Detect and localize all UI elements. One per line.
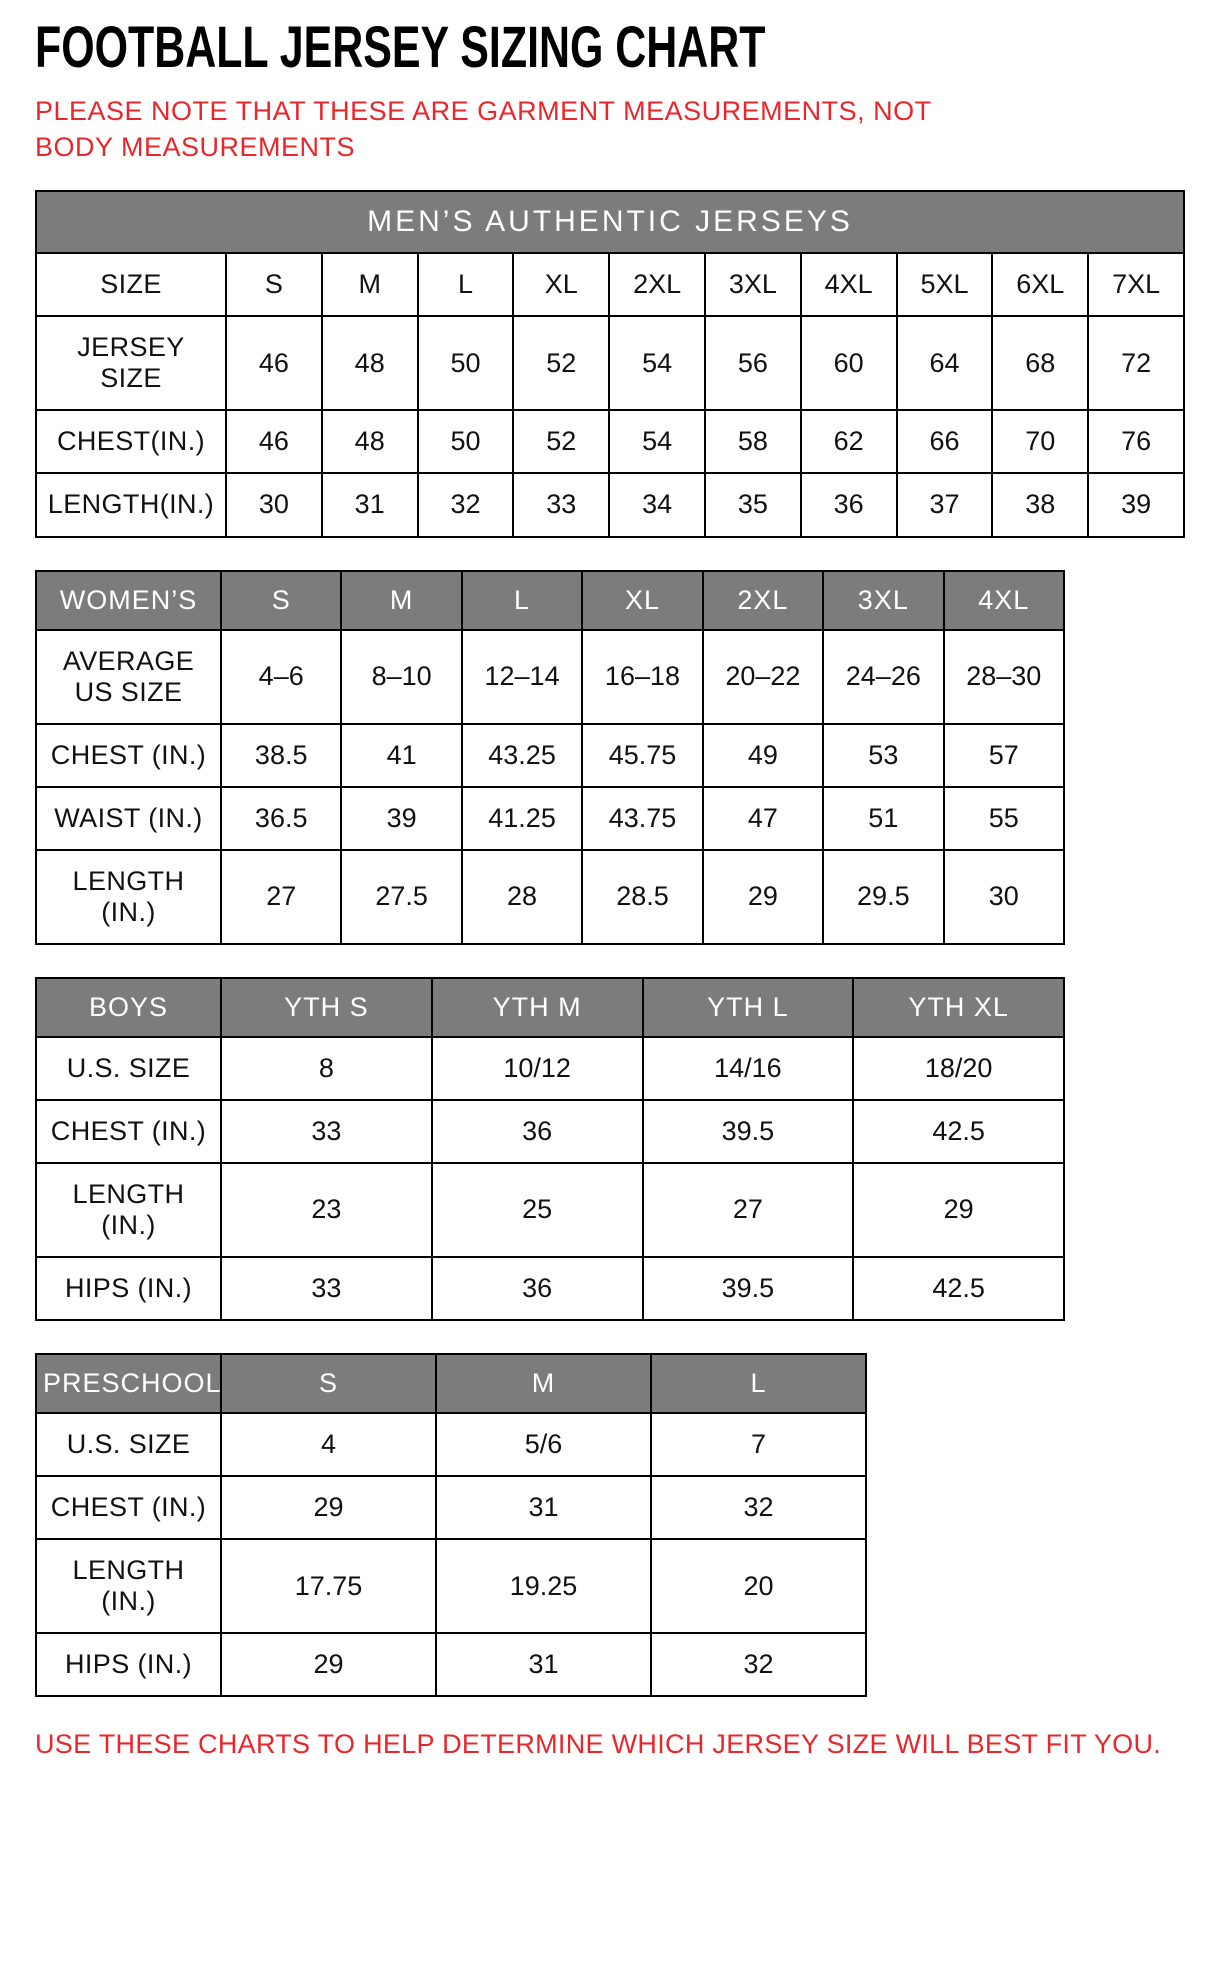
boys-header-cell-1: YTH S <box>221 978 432 1037</box>
value-cell: 76 <box>1088 410 1184 473</box>
value-cell: 31 <box>322 473 418 536</box>
womens-header-cell-6: 3XL <box>823 571 943 630</box>
value-cell: 2XL <box>609 253 705 316</box>
value-cell: 42.5 <box>853 1257 1064 1320</box>
value-cell: 4 <box>221 1413 436 1476</box>
value-cell: 39.5 <box>643 1100 854 1163</box>
value-cell: 36 <box>432 1100 643 1163</box>
boys-row-1 <box>36 1100 1064 1163</box>
value-cell: 5XL <box>897 253 993 316</box>
value-cell: 56 <box>705 316 801 410</box>
value-cell: 55 <box>944 787 1064 850</box>
value-cell: 7 <box>651 1413 866 1476</box>
preschool-header-cell-2: M <box>436 1354 651 1413</box>
boys-size-table <box>35 977 1065 1321</box>
row-label: HIPS (IN.) <box>36 1633 221 1696</box>
mens-size-table <box>35 190 1185 538</box>
value-cell: 28.5 <box>582 850 702 944</box>
value-cell: 12–14 <box>462 630 582 724</box>
value-cell: 54 <box>609 316 705 410</box>
boys-row-3 <box>36 1257 1064 1320</box>
value-cell: L <box>418 253 514 316</box>
value-cell: 39 <box>341 787 461 850</box>
value-cell: 29 <box>221 1476 436 1539</box>
value-cell: 70 <box>992 410 1088 473</box>
row-label: U.S. SIZE <box>36 1413 221 1476</box>
value-cell: 29 <box>703 850 823 944</box>
row-label: WAIST (IN.) <box>36 787 221 850</box>
womens-row-0 <box>36 630 1064 724</box>
value-cell: 29.5 <box>823 850 943 944</box>
row-label: HIPS (IN.) <box>36 1257 221 1320</box>
row-label: AVERAGE US SIZE <box>36 630 221 724</box>
value-cell: 72 <box>1088 316 1184 410</box>
value-cell: 25 <box>432 1163 643 1257</box>
womens-header-row <box>36 571 1064 630</box>
womens-header-cell-7: 4XL <box>944 571 1064 630</box>
value-cell: 60 <box>801 316 897 410</box>
value-cell: 36.5 <box>221 787 341 850</box>
mens-row-2 <box>36 410 1184 473</box>
value-cell: 14/16 <box>643 1037 854 1100</box>
value-cell: 28–30 <box>944 630 1064 724</box>
value-cell: S <box>226 253 322 316</box>
womens-header-cell-2: M <box>341 571 461 630</box>
row-label: CHEST(IN.) <box>36 410 226 473</box>
value-cell: 28 <box>462 850 582 944</box>
boys-header-cell-4: YTH XL <box>853 978 1064 1037</box>
mens-row-0 <box>36 253 1184 316</box>
value-cell: 27.5 <box>341 850 461 944</box>
value-cell: 41 <box>341 724 461 787</box>
row-label: LENGTH (IN.) <box>36 1539 221 1633</box>
value-cell: 29 <box>221 1633 436 1696</box>
row-label: SIZE <box>36 253 226 316</box>
preschool-header-row <box>36 1354 866 1413</box>
row-label: JERSEY SIZE <box>36 316 226 410</box>
value-cell: 33 <box>513 473 609 536</box>
value-cell: 50 <box>418 410 514 473</box>
mens-row-3 <box>36 473 1184 536</box>
value-cell: 50 <box>418 316 514 410</box>
value-cell: 46 <box>226 410 322 473</box>
womens-row-2 <box>36 787 1064 850</box>
value-cell: 41.25 <box>462 787 582 850</box>
row-label: U.S. SIZE <box>36 1037 221 1100</box>
preschool-row-1 <box>36 1476 866 1539</box>
value-cell: 39 <box>1088 473 1184 536</box>
value-cell: 32 <box>651 1633 866 1696</box>
value-cell: 36 <box>801 473 897 536</box>
value-cell: 52 <box>513 316 609 410</box>
value-cell: 32 <box>651 1476 866 1539</box>
value-cell: 48 <box>322 410 418 473</box>
value-cell: 48 <box>322 316 418 410</box>
value-cell: 43.25 <box>462 724 582 787</box>
value-cell: 20 <box>651 1539 866 1633</box>
value-cell: 30 <box>226 473 322 536</box>
row-label: CHEST (IN.) <box>36 1100 221 1163</box>
mens-banner: MEN’S AUTHENTIC JERSEYS <box>36 191 1184 254</box>
boys-row-2 <box>36 1163 1064 1257</box>
value-cell: 3XL <box>705 253 801 316</box>
value-cell: 38.5 <box>221 724 341 787</box>
boys-header-cell-3: YTH L <box>643 978 854 1037</box>
value-cell: 43.75 <box>582 787 702 850</box>
value-cell: 54 <box>609 410 705 473</box>
value-cell: 42.5 <box>853 1100 1064 1163</box>
value-cell: 4XL <box>801 253 897 316</box>
page-title: FOOTBALL JERSEY SIZING CHART <box>35 15 766 80</box>
value-cell: XL <box>513 253 609 316</box>
footer-note: USE THESE CHARTS TO HELP DETERMINE WHICH JERSEY SIZE WILL BEST FIT YOU. <box>35 1729 1162 1760</box>
womens-row-3 <box>36 850 1064 944</box>
value-cell: 10/12 <box>432 1037 643 1100</box>
womens-header-cell-5: 2XL <box>703 571 823 630</box>
value-cell: 58 <box>705 410 801 473</box>
value-cell: 32 <box>418 473 514 536</box>
boys-header-cell-0: BOYS <box>36 978 221 1037</box>
womens-size-table <box>35 570 1065 945</box>
value-cell: 46 <box>226 316 322 410</box>
value-cell: 16–18 <box>582 630 702 724</box>
preschool-row-3 <box>36 1633 866 1696</box>
preschool-row-2 <box>36 1539 866 1633</box>
value-cell: 31 <box>436 1633 651 1696</box>
value-cell: 49 <box>703 724 823 787</box>
womens-row-1 <box>36 724 1064 787</box>
boys-row-0 <box>36 1037 1064 1100</box>
value-cell: 52 <box>513 410 609 473</box>
value-cell: 47 <box>703 787 823 850</box>
preschool-header-cell-1: S <box>221 1354 436 1413</box>
womens-header-cell-3: L <box>462 571 582 630</box>
value-cell: 20–22 <box>703 630 823 724</box>
value-cell: 23 <box>221 1163 432 1257</box>
value-cell: 38 <box>992 473 1088 536</box>
womens-header-cell-1: S <box>221 571 341 630</box>
value-cell: 33 <box>221 1100 432 1163</box>
value-cell: 6XL <box>992 253 1088 316</box>
boys-header-cell-2: YTH M <box>432 978 643 1037</box>
row-label: CHEST (IN.) <box>36 1476 221 1539</box>
value-cell: M <box>322 253 418 316</box>
preschool-size-table <box>35 1353 867 1697</box>
mens-row-1 <box>36 316 1184 410</box>
tables-container <box>35 190 1185 1698</box>
value-cell: 64 <box>897 316 993 410</box>
value-cell: 18/20 <box>853 1037 1064 1100</box>
value-cell: 45.75 <box>582 724 702 787</box>
page-subtitle: PLEASE NOTE THAT THESE ARE GARMENT MEASUREMENTS, NOT BODY MEASUREMENTS <box>35 95 932 163</box>
row-label: LENGTH (IN.) <box>36 850 221 944</box>
value-cell: 29 <box>853 1163 1064 1257</box>
value-cell: 39.5 <box>643 1257 854 1320</box>
womens-header-cell-0: WOMEN’S <box>36 571 221 630</box>
row-label: LENGTH(IN.) <box>36 473 226 536</box>
womens-header-cell-4: XL <box>582 571 702 630</box>
value-cell: 31 <box>436 1476 651 1539</box>
value-cell: 19.25 <box>436 1539 651 1633</box>
value-cell: 51 <box>823 787 943 850</box>
row-label: CHEST (IN.) <box>36 724 221 787</box>
value-cell: 5/6 <box>436 1413 651 1476</box>
value-cell: 35 <box>705 473 801 536</box>
value-cell: 33 <box>221 1257 432 1320</box>
value-cell: 4–6 <box>221 630 341 724</box>
value-cell: 30 <box>944 850 1064 944</box>
boys-header-row <box>36 978 1064 1037</box>
row-label: LENGTH (IN.) <box>36 1163 221 1257</box>
value-cell: 34 <box>609 473 705 536</box>
value-cell: 7XL <box>1088 253 1184 316</box>
value-cell: 37 <box>897 473 993 536</box>
value-cell: 27 <box>221 850 341 944</box>
value-cell: 17.75 <box>221 1539 436 1633</box>
value-cell: 68 <box>992 316 1088 410</box>
preschool-header-cell-3: L <box>651 1354 866 1413</box>
value-cell: 8–10 <box>341 630 461 724</box>
value-cell: 57 <box>944 724 1064 787</box>
value-cell: 8 <box>221 1037 432 1100</box>
preschool-header-cell-0: PRESCHOOL <box>36 1354 221 1413</box>
value-cell: 62 <box>801 410 897 473</box>
value-cell: 36 <box>432 1257 643 1320</box>
value-cell: 66 <box>897 410 993 473</box>
value-cell: 24–26 <box>823 630 943 724</box>
value-cell: 53 <box>823 724 943 787</box>
value-cell: 27 <box>643 1163 854 1257</box>
preschool-row-0 <box>36 1413 866 1476</box>
